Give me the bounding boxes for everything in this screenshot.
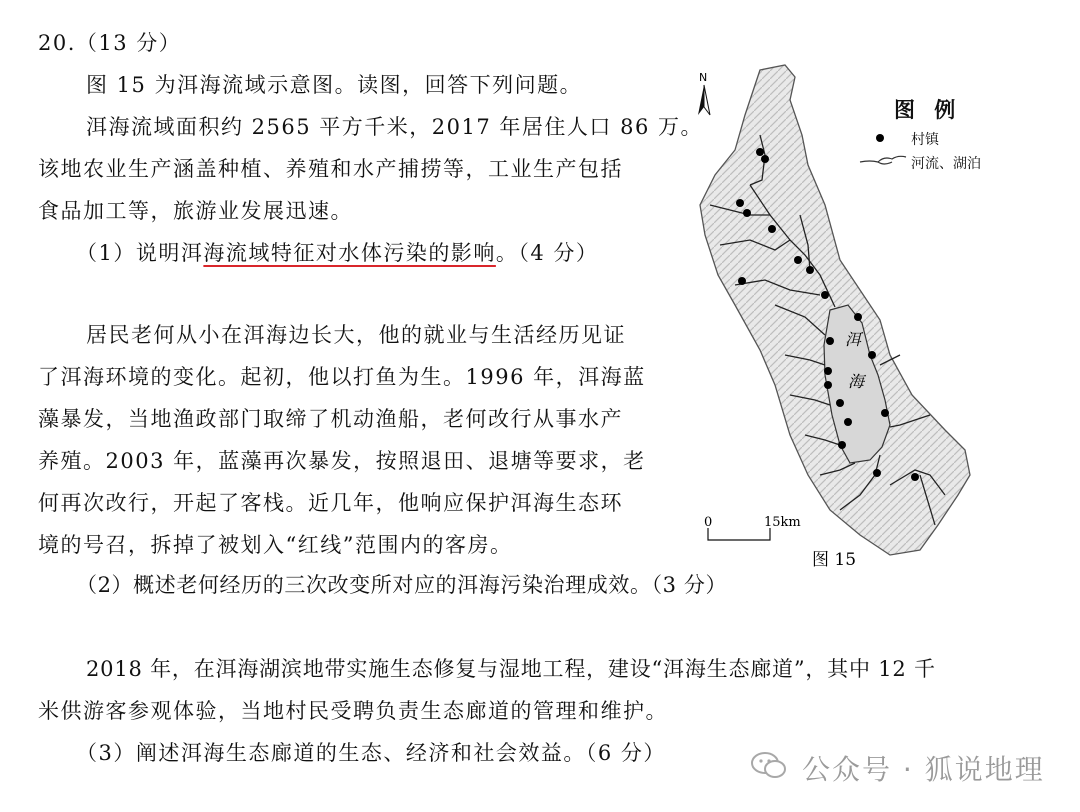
figure-caption: 图 15 — [812, 550, 857, 570]
legend-river-label: 河流、湖泊 — [911, 156, 981, 172]
story-line-3: 藻暴发，当地渔政部门取缔了机动渔船，老何改行从事水产 — [38, 407, 623, 431]
watermark-text: 公众号 · 狐说地理 — [802, 753, 1045, 786]
intro-line-4: 食品加工等，旅游业发展迅速。 — [38, 199, 353, 223]
question-3: （3）阐述洱海生态廊道的生态、经济和社会效益。（6 分） — [76, 741, 666, 765]
story-line-2: 了洱海环境的变化。起初，他以打鱼为生。1996 年，洱海蓝 — [38, 365, 646, 389]
story-line-6: 境的号召，拆掉了被划入“红线”范围内的客房。 — [38, 533, 513, 557]
north-label: N — [699, 71, 708, 84]
question-1 — [76, 238, 598, 268]
scale-zero: 0 — [704, 515, 713, 530]
question-number: 20.（13 分） — [38, 31, 182, 55]
story-line-1: 居民老何从小在洱海边长大，他的就业与生活经历见证 — [86, 323, 626, 347]
legend-river-icon — [858, 150, 908, 168]
question-2: （2）概述老何经历的三次改变所对应的洱海污染治理成效。（3 分） — [76, 573, 728, 597]
scale-distance: 15km — [764, 515, 801, 530]
question-1-suffix: 。（4 分） — [495, 241, 599, 265]
story-line-4: 养殖。2003 年，蓝藻再次暴发，按照退田、退塘等要求，老 — [38, 449, 646, 473]
question-1-prefix: （1）说明洱 — [76, 241, 204, 265]
legend-title: 图 例 — [894, 97, 962, 122]
wechat-icon — [750, 750, 790, 780]
scale-bar — [708, 528, 770, 540]
north-arrow-icon — [698, 85, 710, 115]
intro-line-2: 洱海流域面积约 2565 平方千米，2017 年居住人口 86 万。 — [86, 115, 703, 139]
intro-line-3: 该地农业生产涵盖种植、养殖和水产捕捞等，工业生产包括 — [38, 157, 623, 181]
intro-line-1: 图 15 为洱海流域示意图。读图，回答下列问题。 — [86, 73, 583, 97]
legend-village-label: 村镇 — [911, 132, 939, 148]
erhai-basin-map — [690, 55, 1010, 575]
paragraph-3-line-2: 米供游客参观体验，当地村民受聘负责生态廊道的管理和维护。 — [38, 699, 668, 723]
paragraph-3-line-1: 2018 年，在洱海湖滨地带实施生态修复与湿地工程，建设“洱海生态廊道”，其中 12 千 — [86, 657, 936, 681]
lake-label-1: 洱 — [845, 330, 862, 349]
story-line-5: 何再次改行，开起了客栈。近几年，他响应保护洱海生态环 — [38, 491, 623, 515]
lake-label-2: 海 — [848, 372, 865, 391]
question-1-underlined: 海流域特征对水体污染的影响 — [203, 241, 496, 265]
legend-village-icon — [876, 134, 884, 142]
